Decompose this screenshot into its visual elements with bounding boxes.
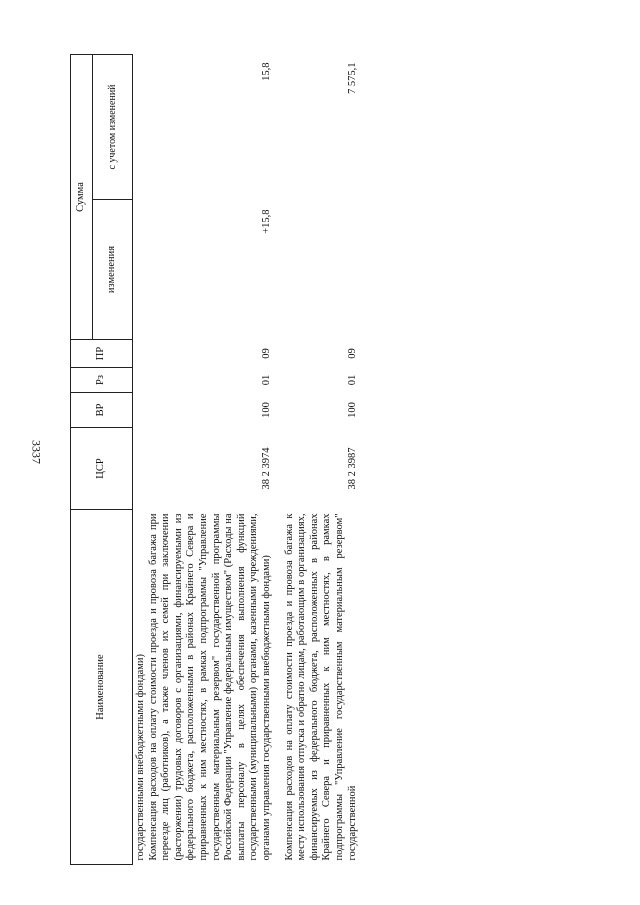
row-total: 7 575,1 [346, 62, 358, 94]
rotated-page-content [70, 55, 600, 865]
table-body [133, 54, 360, 864]
row-csr: 38 2 3974 [260, 447, 272, 490]
row-csr: 38 2 3987 [346, 447, 358, 490]
header-sum: Сумма [71, 54, 93, 339]
header-vr: ВР [71, 393, 133, 428]
table-row [274, 54, 360, 864]
table-row [148, 54, 274, 864]
row-pr: 09 [260, 348, 272, 359]
budget-table [70, 54, 359, 865]
table-row-continuation [133, 54, 148, 864]
row-change [274, 200, 360, 340]
row-name: Компенсация расходов на оплату стоимости проезда и провоза багажа к месту использования отпуска и обратно лицам, работающим в организациях, финансируемых из федерального бюджета, расположенных в районах Крайнего Севера и приравненных к ним местностях, в рамках подпрограммы "Управление государственным материальным резервом" государственной [283, 513, 358, 861]
row-vr: 100 [346, 402, 358, 418]
header-rz: Рз [71, 368, 133, 393]
row-name: Компенсация расходов на оплату стоимости проезда и провоза багажа при переезде лиц (работников), а также членов их семей при заключении (расторжении) трудовых договоров с организациями, финансируемыми из федерального бюджета, расположенными в районах Крайнего Севера и приравненных к ним местностях, в рамках подпрограммы "Управление государственным материальным резервом" государственной программы Российской Федерации "Управление федеральным имуществом" (Расходы на выплаты персоналу в целях обеспечения выполнения функций государственными (муниципальными) органами, казенными учреждениями, органами управления государственными внебюджетными фондами) [147, 513, 272, 861]
header-with-changes: с учетом изменений [93, 54, 133, 199]
row-rz: 01 [346, 374, 358, 386]
continuation-text: государственными внебюджетными фондами) [135, 653, 146, 861]
header-name: Наименование [71, 510, 133, 865]
header-changes: изменения [93, 200, 133, 340]
page-number-text: 3337 [29, 440, 44, 464]
row-total: 15,8 [260, 62, 272, 81]
row-pr: 09 [346, 348, 358, 359]
table-header [71, 54, 133, 864]
row-rz: 01 [260, 374, 272, 386]
page-number [0, 0, 70, 905]
header-csr: ЦСР [71, 428, 133, 510]
row-change: +15,8 [260, 209, 272, 234]
row-vr: 100 [260, 402, 272, 418]
header-pr: ПР [71, 340, 133, 368]
